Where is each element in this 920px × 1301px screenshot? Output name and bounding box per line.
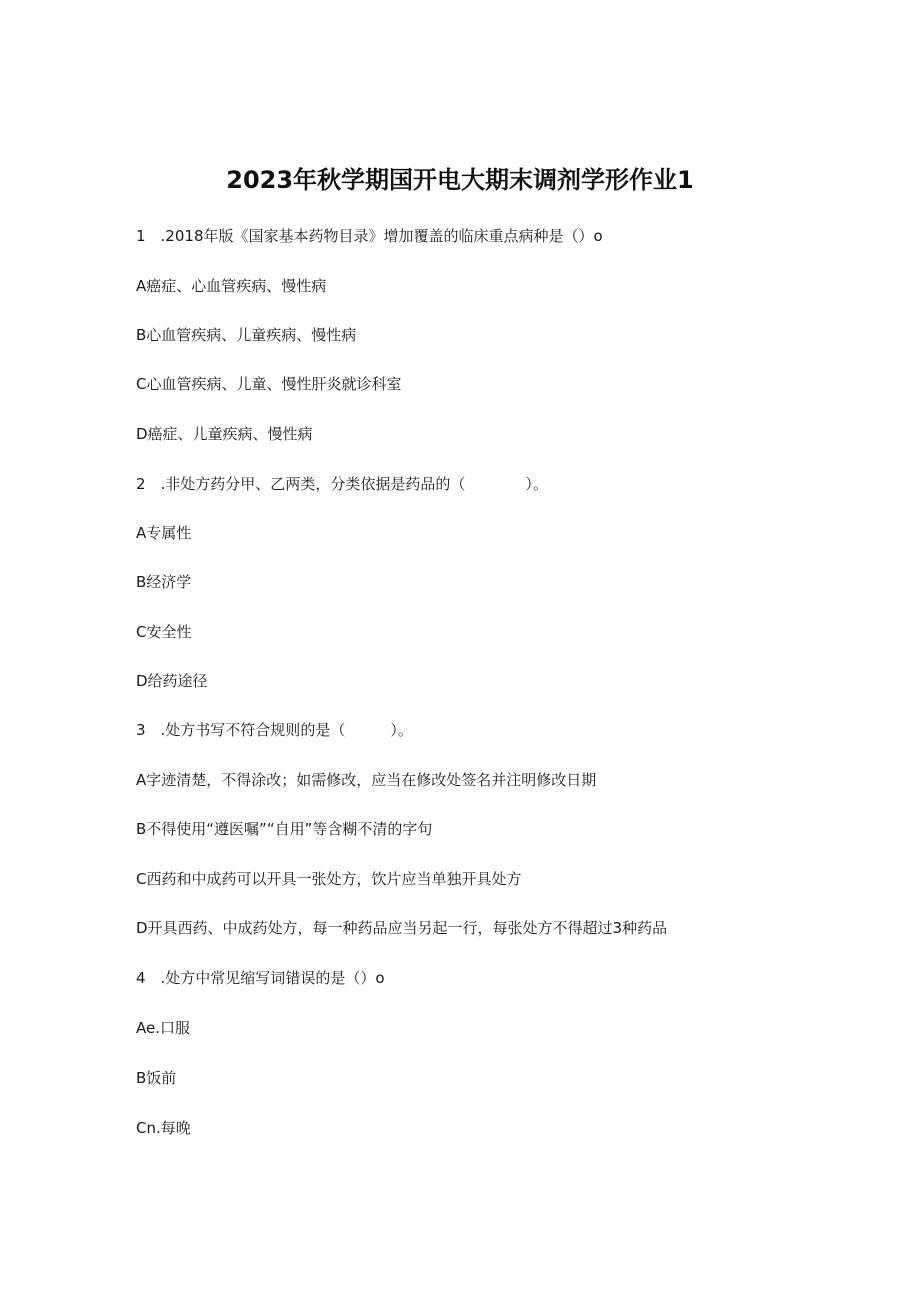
- question-1-option-a: A癌症、心血管疾病、慢性病: [136, 277, 327, 295]
- question-2-option-d: D给药途径: [136, 672, 208, 690]
- question-1-option-c: C心血管疾病、儿童、慢性肝炎就诊科室: [136, 375, 402, 393]
- question-2-option-a: A专属性: [136, 524, 192, 542]
- question-2-option-b: B经济学: [136, 573, 192, 591]
- question-2-option-c: C安全性: [136, 623, 192, 641]
- question-3-option-a: A字迹清楚，不得涂改；如需修改，应当在修改处签名并注明修改日期: [136, 771, 597, 789]
- question-1-option-d: D癌症、儿童疾病、慢性病: [136, 425, 313, 443]
- question-1-option-b: B心血管疾病、儿童疾病、慢性病: [136, 326, 357, 344]
- question-1-text: 1 .2018年版《国家基本药物目录》增加覆盖的临床重点病种是（）o: [136, 227, 603, 245]
- question-3-option-b: B不得使用“遵医嘱”“自用”等含糊不清的字句: [136, 820, 433, 838]
- question-3-text: 3 .处方书写不符合规则的是（ ）。: [136, 721, 413, 739]
- question-4-text: 4 .处方中常见缩写词错误的是（）o: [136, 969, 385, 987]
- question-3-option-c: C西药和中成药可以开具一张处方，饮片应当单独开具处方: [136, 870, 522, 888]
- question-4-option-c: Cn.每晚: [136, 1119, 191, 1137]
- question-2-text: 2 .非处方药分甲、乙两类，分类依据是药品的（ ）。: [136, 475, 548, 493]
- question-4-option-a: Ae.口服: [136, 1019, 190, 1037]
- question-3-option-d: D开具西药、中成药处方，每一种药品应当另起一行，每张处方不得超过3种药品: [136, 919, 668, 937]
- question-4-option-b: B饭前: [136, 1069, 177, 1087]
- page-title: 2023年秋学期国开电大期末调剂学形作业1: [226, 166, 694, 194]
